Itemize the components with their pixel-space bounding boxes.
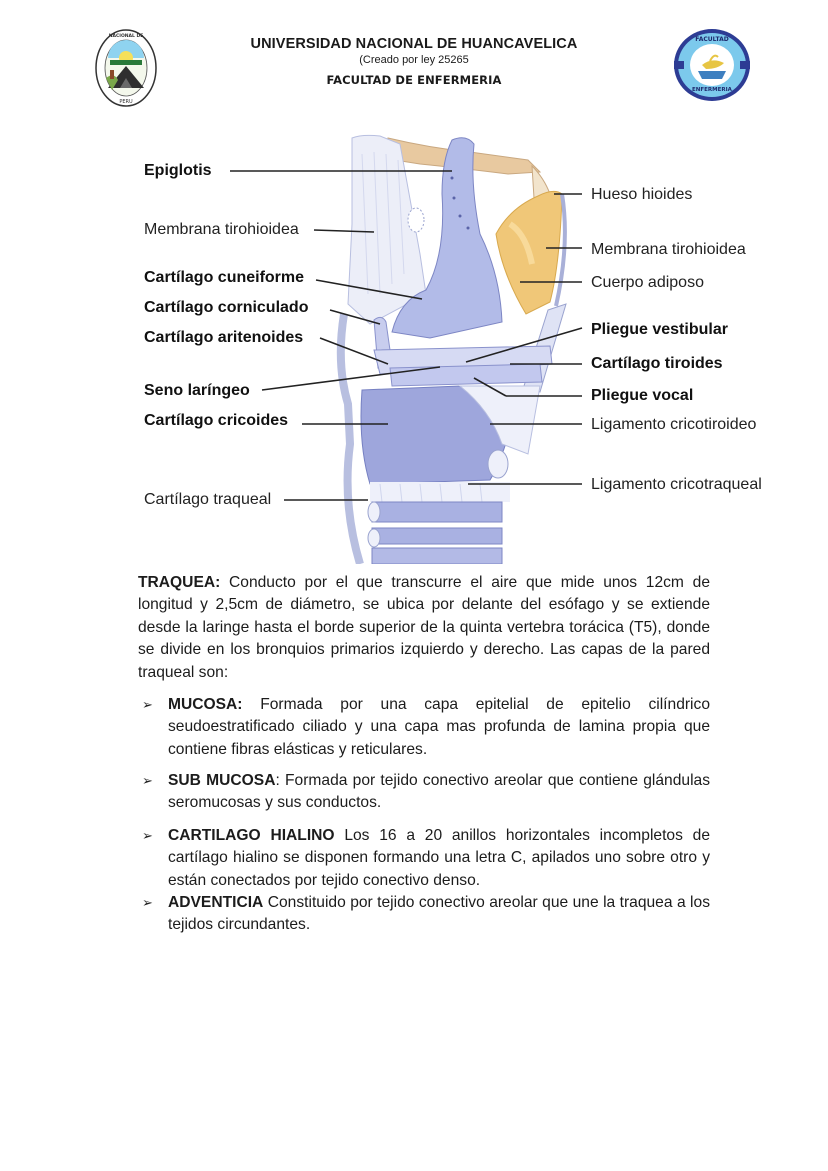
label-pliegue-vocal: Pliegue vocal [591, 387, 694, 404]
term-cartilago-hialino: CARTILAGO HIALINO [168, 827, 335, 844]
term-traquea: TRAQUEA: [138, 574, 221, 591]
svg-text:ENFERMERIA: ENFERMERIA [692, 87, 732, 93]
arrow-bullet-icon: ➢ [142, 828, 153, 843]
adventicia-description: Constituido por tejido conectivo areolar que une la traquea a los tejidos circundantes. [168, 894, 710, 934]
trachea-description: Conducto por el que transcurre el aire que mide unos 12cm de longitud y 2,5cm de diámetro, se ubica por delante del esófago y se extiende desde la laringe hasta el borde superior de la quinta vertebra torácica (T5), donde se divide en los bronquios primarios izquierdo y derecho. Las capas de la pared traqueal son: [138, 574, 710, 681]
label-cartilago-corniculado: Cartílago corniculado [144, 299, 309, 316]
term-mucosa: MUCOSA: [168, 696, 243, 713]
arrow-bullet-icon: ➢ [142, 697, 153, 712]
label-membrana-tirohioidea-right: Membrana tirohioidea [591, 241, 746, 258]
label-ligamento-cricotraqueal: Ligamento cricotraqueal [591, 476, 762, 493]
svg-text:FACULTAD: FACULTAD [695, 36, 729, 43]
term-adventicia: ADVENTICIA [168, 894, 264, 911]
label-cartilago-traqueal: Cartílago traqueal [144, 491, 272, 508]
cartilago-hialino-description: Los 16 a 20 anillos horizontales incompletos de cartílago hialino se disponen formando una letra C, apilados uno sobre otro y están conectados por tejido conectivo denso. [168, 827, 710, 889]
label-pliegue-vestibular: Pliegue vestibular [591, 321, 728, 338]
svg-text:NACIONAL DE: NACIONAL DE [108, 34, 144, 39]
arrow-bullet-icon: ➢ [142, 773, 153, 788]
creation-law: (Creado por ley 25265 [359, 54, 469, 66]
layer-item-adventicia [168, 892, 710, 937]
layer-item-submucosa [168, 770, 710, 815]
label-cartilago-cricoides: Cartílago cricoides [144, 412, 289, 429]
university-name: UNIVERSIDAD NACIONAL DE HUANCAVELICA [250, 36, 578, 52]
larynx-diagram [130, 124, 790, 564]
label-hueso-hioides: Hueso hioides [591, 186, 693, 203]
layer-item-mucosa [168, 694, 710, 761]
label-epiglotis: Epiglotis [144, 162, 212, 179]
faculty-name: FACULTAD DE ENFERMERIA [326, 73, 502, 87]
arrow-bullet-icon: ➢ [142, 895, 153, 910]
svg-text:PERU: PERU [119, 99, 133, 105]
nursing-faculty-logo [672, 27, 752, 103]
label-ligamento-cricotiroideo: Ligamento cricotiroideo [591, 416, 757, 433]
label-seno-laringeo: Seno laríngeo [144, 382, 250, 399]
label-membrana-tirohioidea-left: Membrana tirohioidea [144, 221, 299, 238]
layer-item-cartilago-hialino [168, 825, 710, 892]
term-submucosa: SUB MUCOSA [168, 772, 276, 789]
mucosa-description: Formada por una capa epitelial de epitelio cilíndrico seudoestratificado ciliado y una capa mas profunda de lamina propia que contiene fibras elásticas y reticulares. [168, 696, 710, 758]
trachea-intro-paragraph [138, 572, 710, 684]
label-cartilago-aritenoides: Cartílago aritenoides [144, 329, 304, 346]
label-cartilago-cuneiforme: Cartílago cuneiforme [144, 269, 305, 286]
label-cartilago-tiroides: Cartílago tiroides [591, 355, 723, 372]
label-cuerpo-adiposo: Cuerpo adiposo [591, 274, 704, 291]
submucosa-description: : Formada por tejido conectivo areolar que contiene glándulas seromucosas y sus conductos. [168, 772, 711, 812]
nursing-faculty-seal-icon [672, 27, 752, 103]
